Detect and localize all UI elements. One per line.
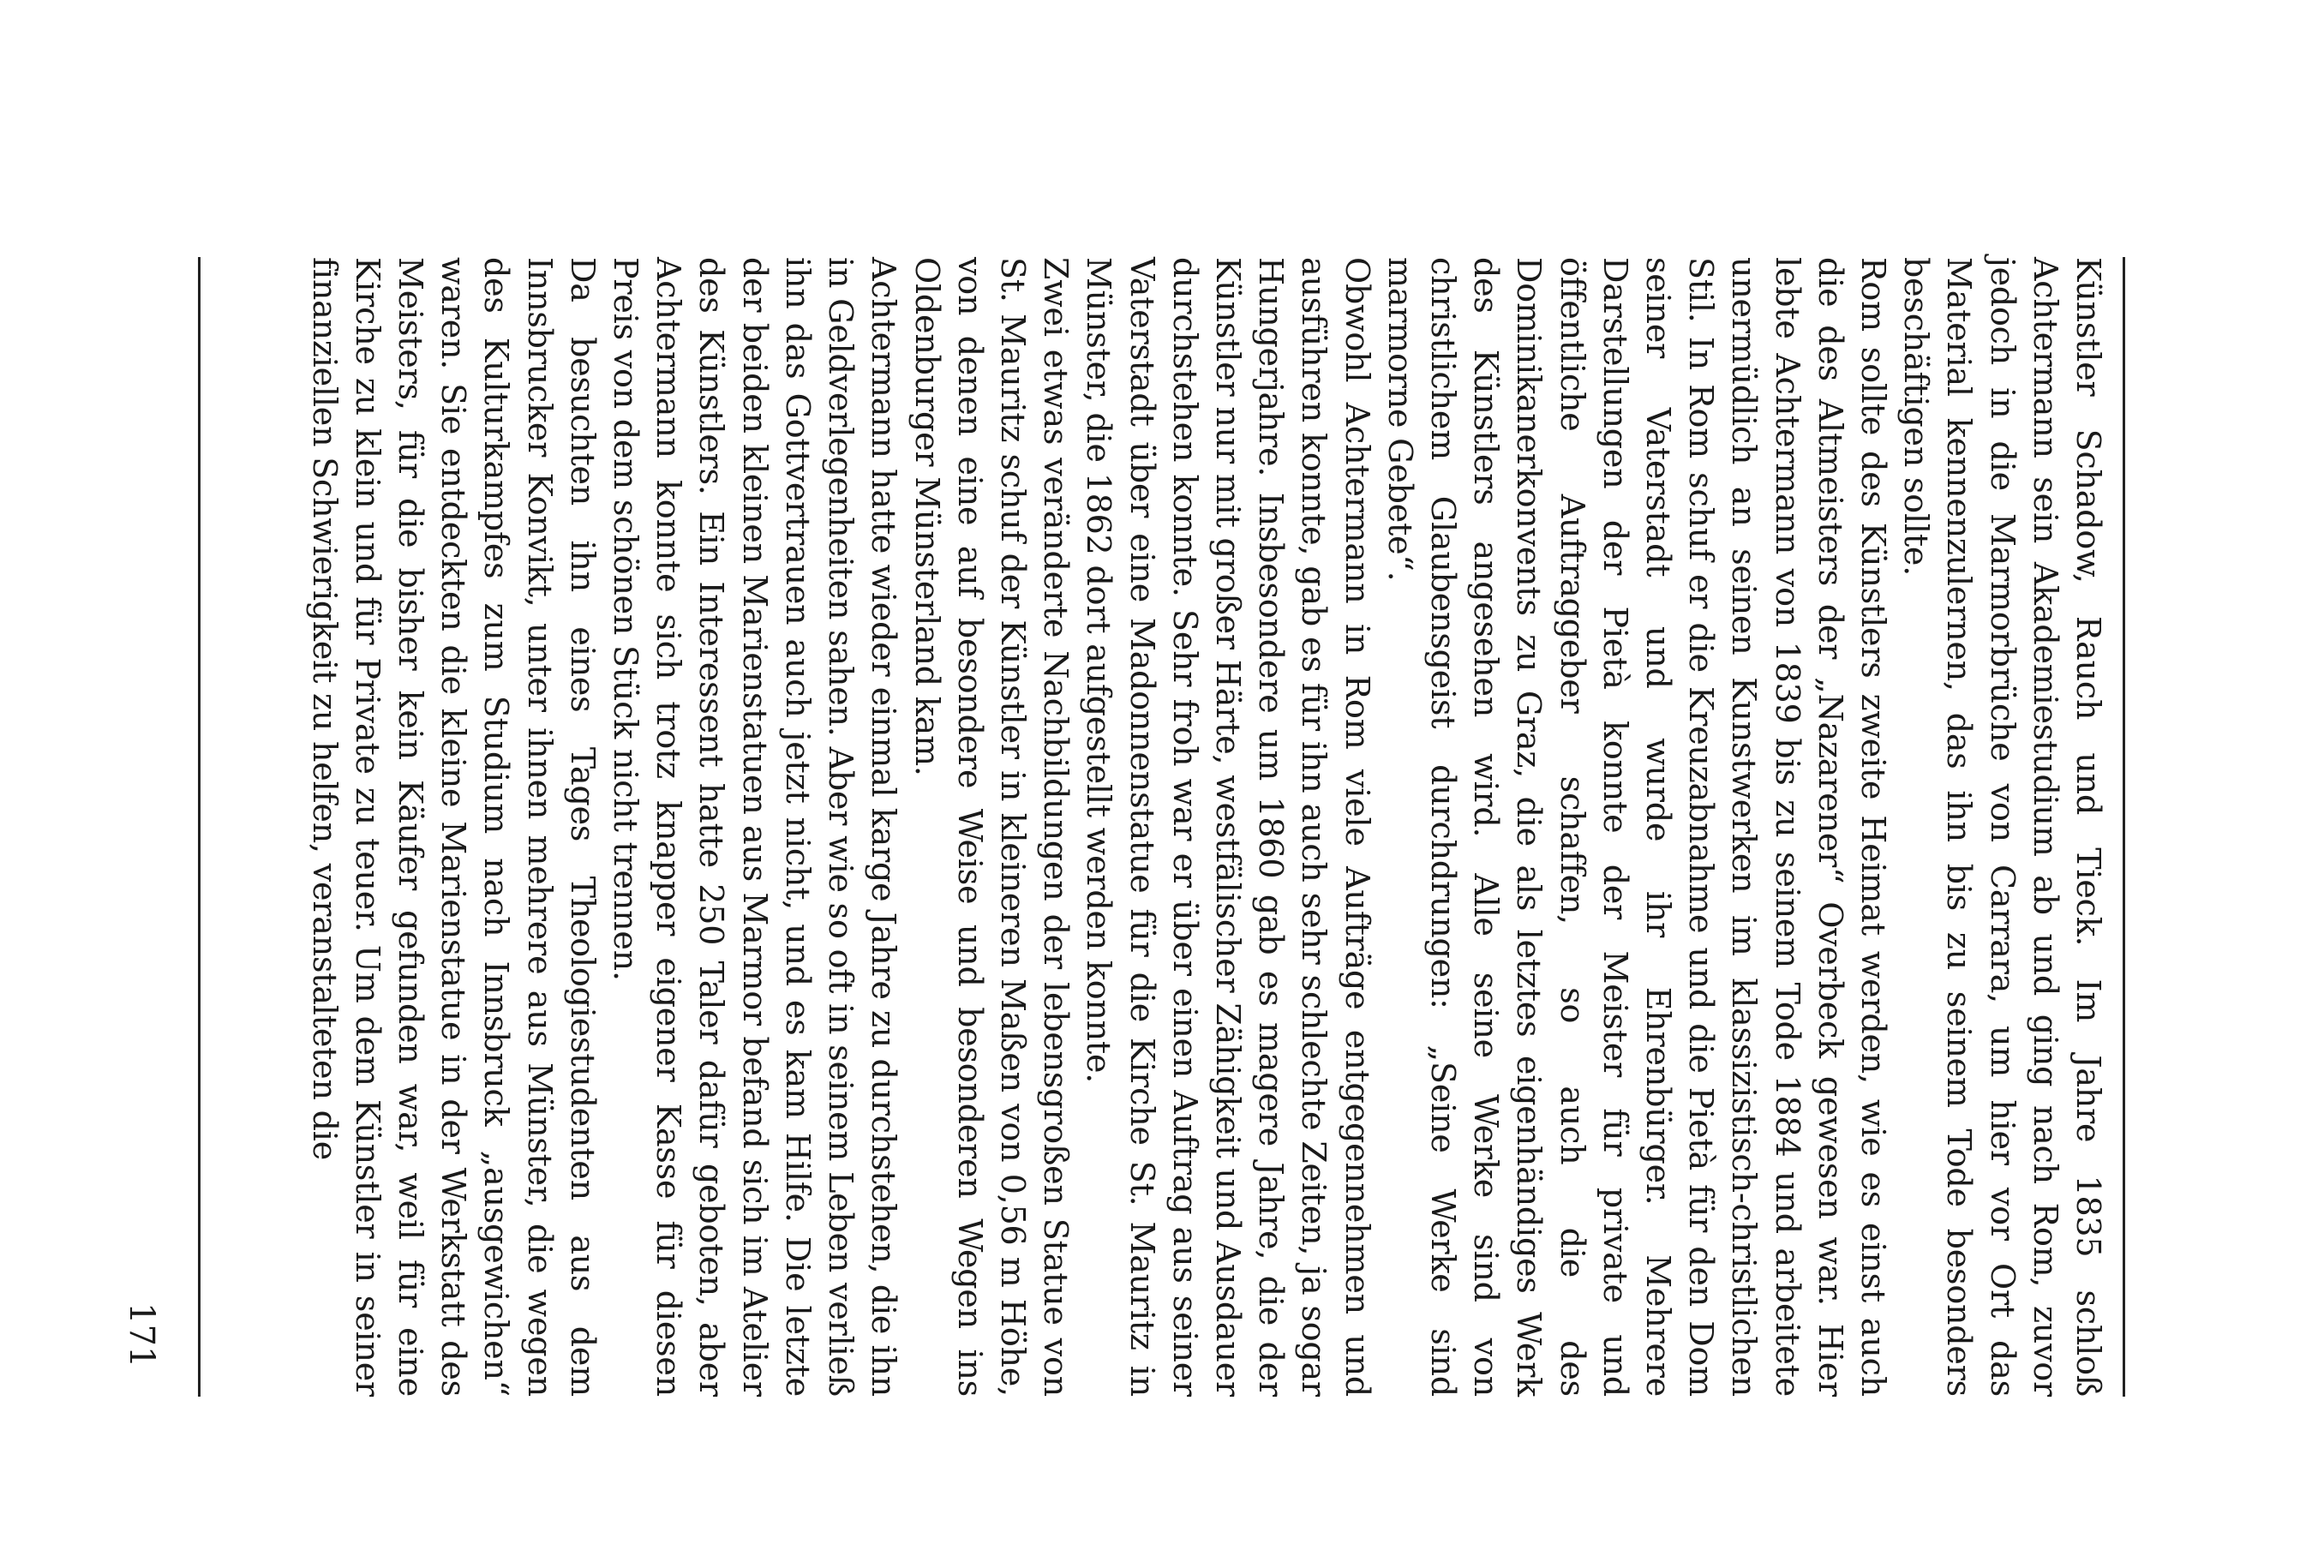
paragraph-1: Künstler Schadow, Rauch und Tieck. Im Jahre 1835 schloß Achtermann sein Akademiestudium ab und ging nach Rom, zuvor jedoch in die Marmorbrüche von Carrara, um hier vor Ort das Material kennenzulernen, das ihn bis zu seinem Tode besonders beschäftigen sollte. xyxy=(1897,257,2107,1397)
bottom-rule xyxy=(198,257,201,1397)
paragraph-5: Achtermann hatte wieder einmal karge Jahre zu durchstehen, die ihn in Geldverlegenheiten sahen. Aber wie so oft in seinem Leben verließ ihn das Gottvertrauen auch jetzt nicht, und es kam Hilfe. Die letzte der beiden kleinen Marienstatuen aus Marmor befand sich im Atelier des Künstlers. Ein Interessent hatte 250 Taler dafür geboten, aber Achtermann konnte sich trotz knapper eigener Kasse für diesen Preis von dem schönen Stück nicht trennen. xyxy=(607,257,903,1397)
paragraph-6: Da besuchten ihn eines Tages Theologiestudenten aus dem Innsbrucker Konvikt, unter ihnen mehrere aus Münster, die wegen des Kulturkampfes zum Studium nach Innsbruck „ausgewichen“ waren. Sie entdeckten die kleine Marienstatue in der Werkstatt des Meisters, für die bisher kein Käufer gefunden war, weil für eine Kirche zu klein und für Private zu teuer. Um dem Künstler in seiner finanziellen Schwierigkeit zu helfen, veranstalteten die xyxy=(305,257,602,1397)
paragraph-2: Rom sollte des Künstlers zweite Heimat werden, wie es einst auch die des Altmeisters der „Nazarener“ Overbeck gewesen war. Hier lebte Achtermann von 1839 bis zu seinem Tode 1884 und arbeitete unermüdlich an seinen Kunstwerken im klassizistisch-christlichen Stil. In Rom schuf er die Kreuzabnahme und die Pietà für den Dom seiner Vaterstadt und wurde ihr Ehrenbürger. Mehrere Darstellungen der Pietà konnte der Meister für private und öffentliche Auftraggeber schaffen, so auch die des Dominikanerkonvents zu Graz, die als letztes eigenhändiges Werk des Künstlers angesehen wird. Alle seine Werke sind von christlichem Glaubensgeist durchdrungen: „Seine Werke sind marmorne Gebete“. xyxy=(1381,257,1892,1397)
top-rule xyxy=(2123,257,2125,1397)
paragraph-4: Zwei etwas veränderte Nachbildungen der lebensgroßen Statue von St. Mauritz schuf der Künstler in kleineren Maßen von 0,56 m Höhe, von denen eine auf besondere Weise und besonderen Wegen ins Oldenburger Münsterland kam. xyxy=(907,257,1075,1397)
paragraph-3: Obwohl Achtermann in Rom viele Aufträge entgegennehmen und ausführen konnte, gab es für ihn auch sehr schlechte Zeiten, ja sogar Hungerjahre. Insbesondere um 1860 gab es magere Jahre, die der Künstler nur mit großer Härte, westfälischer Zähigkeit und Ausdauer durchstehen konnte. Sehr froh war er über einen Auftrag aus seiner Vaterstadt über eine Madonnenstatue für die Kirche St. Mauritz in Münster, die 1862 dort aufgestellt werden konnte. xyxy=(1080,257,1376,1397)
page-number: 171 xyxy=(122,1302,161,1368)
body-text xyxy=(302,257,2110,1397)
